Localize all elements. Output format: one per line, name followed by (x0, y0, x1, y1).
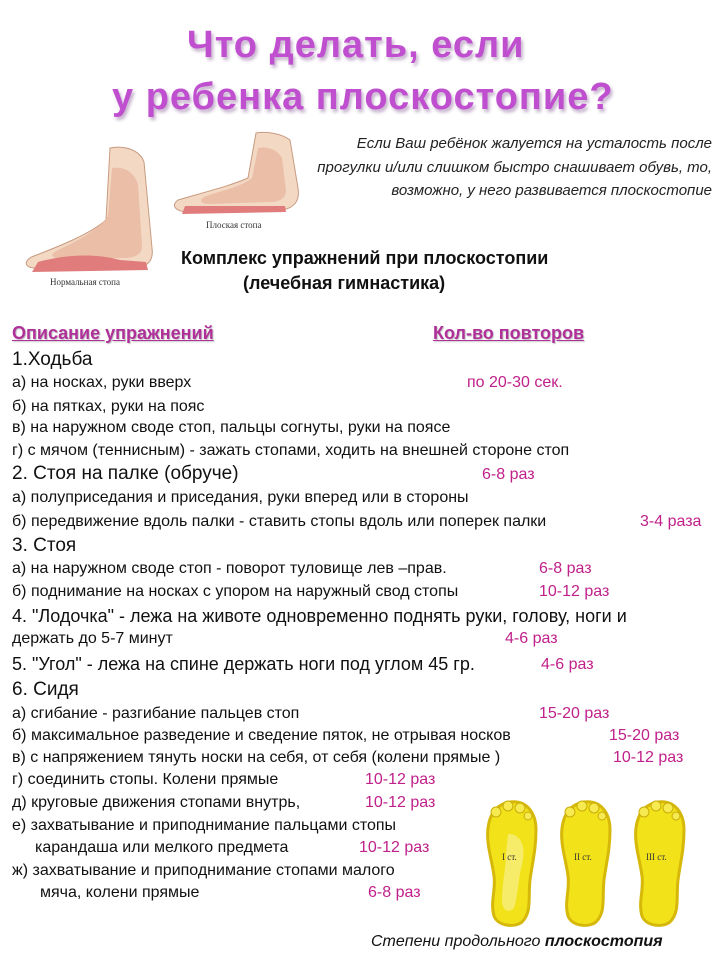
reps-6b: 15-20 раз (609, 727, 680, 744)
footprint-degree-1 (488, 801, 536, 925)
section-standing: 3. Стоя (12, 535, 77, 556)
subtitle-line-2: (лечебная гимнастика) (243, 273, 446, 293)
reps-2: 6-8 раз (482, 466, 535, 483)
exercise-6g-line-2: мяча, колени прямые (40, 884, 200, 901)
flat-foot-image (174, 132, 298, 214)
footprint-label-3: III ст. (646, 852, 667, 862)
exercise-1c: в) на наружном своде стоп, пальцы согнуты, руки на поясе (12, 419, 451, 436)
footprints-caption (371, 933, 663, 951)
normal-foot-label: Нормальная стопа (50, 277, 120, 287)
exercise-6e: д) круговые движения стопами внутрь, (12, 794, 301, 811)
header-repetitions: Кол-во повторов (433, 323, 585, 343)
reps-6a: 15-20 раз (539, 705, 610, 722)
exercise-6d: г) соединить стопы. Колени прямые (12, 771, 279, 788)
exercise-6b: б) максимальное разведение и сведение пяток, не отрывая носков (12, 727, 511, 744)
reps-6f: 10-12 раз (359, 839, 430, 856)
exercise-6c: в) с напряжением тянуть носки на себя, от себя (колени прямые ) (12, 749, 501, 766)
header-description: Описание упражнений (12, 323, 214, 343)
exercise-2a: а) полуприседания и приседания, руки вперед или в стороны (12, 489, 469, 506)
section-boat: 4. "Лодочка" - лежа на животе одновременно поднять руки, голову, ноги и (12, 606, 627, 626)
footprint-label-1: I ст. (502, 852, 517, 862)
reps-6c: 10-12 раз (613, 749, 684, 766)
exercise-4-hold: держать до 5-7 минут (12, 630, 173, 647)
reps-2b: 3-4 раза (640, 513, 702, 530)
flat-foot-label: Плоская стопа (206, 220, 262, 230)
section-walking: 1.Ходьба (12, 349, 93, 370)
title-line-2: у ребенка плоскостопие? (112, 76, 614, 118)
footprint-degree-2 (562, 801, 610, 925)
reps-3a: 6-8 раз (539, 560, 592, 577)
reps-3b: 10-12 раз (539, 583, 610, 600)
exercise-1d: г) с мячом (теннисным) - зажать стопами, ходить на внешней стороне стоп (12, 442, 570, 459)
footprint-degree-3 (636, 801, 684, 925)
subtitle-line-1: Комплекс упражнений при плоскостопии (181, 248, 549, 268)
exercise-6f-line-1: е) захватывание и приподнимание пальцами стопы (12, 817, 397, 834)
reps-1a: по 20-30 сек. (467, 374, 563, 391)
exercise-6a: а) сгибание - разгибание пальцев стоп (12, 705, 300, 722)
reps-4: 4-6 раз (505, 630, 558, 647)
exercise-1b: б) на пятках, руки на пояс (12, 398, 205, 415)
intro-text: Если Ваш ребёнок жалуется на усталость после прогулки и/или слишком быстро снашивает обувь, то, возможно, у него развивается плоскостопие (317, 135, 712, 199)
reps-6g: 6-8 раз (368, 884, 421, 901)
exercise-6g-line-1: ж) захватывание и приподнимание стопами малого (12, 862, 395, 879)
caption-text: Степени продольного (371, 933, 545, 950)
exercise-2b: б) передвижение вдоль палки - ставить стопы вдоль или поперек палки (12, 513, 547, 530)
footprints-illustration (478, 798, 714, 928)
section-sitting: 6. Сидя (12, 679, 79, 700)
exercise-3a: а) на наружном своде стоп - поворот туловище лев –прав. (12, 560, 447, 577)
exercise-1a: а) на носках, руки вверх (12, 374, 192, 391)
footprint-label-2: II ст. (574, 852, 592, 862)
section-stick: 2. Стоя на палке (обруче) (12, 463, 239, 484)
exercise-6f-line-2: карандаша или мелкого предмета (35, 839, 289, 856)
section-angle: 5. "Угол" - лежа на спине держать ноги под углом 45 гр. (12, 654, 475, 674)
reps-6e: 10-12 раз (365, 794, 436, 811)
reps-6d: 10-12 раз (365, 771, 436, 788)
title-line-1: Что делать, если (187, 24, 525, 66)
normal-foot-image (26, 147, 152, 272)
reps-5: 4-6 раз (541, 656, 594, 673)
caption-bold: плоскостопия (544, 933, 663, 950)
exercise-3b: б) поднимание на носках с упором на наружный свод стопы (12, 583, 459, 600)
